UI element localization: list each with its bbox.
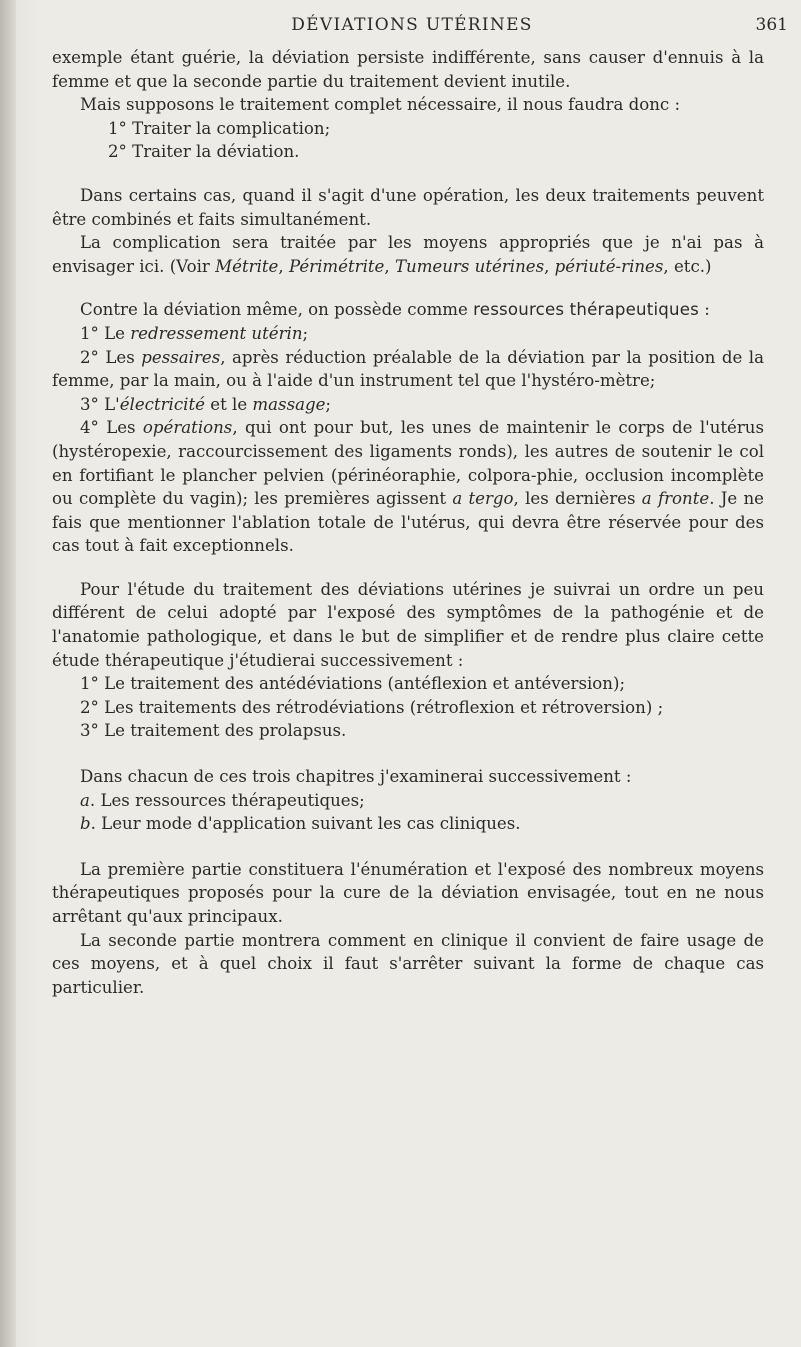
ref-perimetrite: Périmétrite (288, 256, 385, 276)
spacer (52, 278, 764, 298)
paragraph-5: Contre la déviation même, on possède comme ressources thérapeutiques : (80, 300, 710, 320)
resource-2: 2° Les pessaires, après réduction préalable de la déviation par la position de la femme, par la main, ou à l'aide d'un instrument tel que l'hystéro-mètre; (52, 347, 764, 391)
paragraph-4: La complication sera traitée par les moyens appropriés que je n'ai pas à envisager ici. (Voir Métrite, Périmétrite, Tumeurs utérines, périuté-rines, etc.) (52, 233, 764, 276)
ref-tumeurs: Tumeurs utérines (394, 256, 545, 276)
paragraph-7: Dans chacun de ces trois chapitres j'examinerai successivement : (80, 767, 632, 787)
running-title: DÉVIATIONS UTÉRINES (291, 15, 533, 35)
list-item-2: 2° Traiter la déviation. (108, 142, 300, 162)
bold-term: ressources thérapeutiques (473, 300, 699, 320)
ref-periuterines: périuté-rines (554, 256, 664, 276)
list-item-1: 1° Traiter la complication; (108, 118, 331, 138)
paragraph-8: La première partie constituera l'énumération et l'exposé des nombreux moyens thérapeutiques proposés pour la cure de la déviation envisagée, tout en ne nous arrêtant qu'aux principaux. (52, 859, 764, 926)
ref-metrite: Métrite (215, 256, 279, 276)
sub-item-b: b. Leur mode d'application suivant les cas cliniques. (80, 814, 521, 834)
order-item-2: 2° Les traitements des rétrodéviations (rétroflexion et rétroversion) ; (80, 697, 664, 717)
spacer (52, 164, 764, 184)
spacer (52, 836, 764, 858)
order-item-1: 1° Le traitement des antédéviations (antéflexion et antéversion); (80, 674, 626, 694)
paragraph-2: Mais supposons le traitement complet nécessaire, il nous faudra donc : (80, 95, 681, 115)
sub-item-a: a. Les ressources thérapeutiques; (80, 790, 365, 810)
body-text (52, 46, 764, 999)
spacer (52, 558, 764, 578)
paragraph-9: La seconde partie montrera comment en clinique il convient de faire usage de ces moyens, et à quel choix il faut s'arrêter suivant la forme de chaque cas particulier. (52, 930, 764, 997)
page-gutter-shadow (0, 0, 16, 1347)
paragraph-6: Pour l'étude du traitement des déviations utérines je suivrai un ordre un peu différent de celui adopté par l'exposé des symptômes de la pathogénie et de l'anatomie pathologique, et dans le but de simplifier et de rendre plus claire cette étude thérapeutique j'étudierai successivement : (52, 579, 764, 670)
resource-1: 1° Le redressement utérin; (80, 323, 309, 343)
resource-3: 3° L'électricité et le massage; (80, 394, 332, 414)
paragraph-1: exemple étant guérie, la déviation persiste indifférente, sans causer d'ennuis à la femme et que la seconde partie du traitement devient inutile. (52, 48, 764, 91)
page-number: 361 (755, 15, 788, 35)
spacer (52, 743, 764, 765)
paragraph-3: Dans certains cas, quand il s'agit d'une opération, les deux traitements peuvent être combinés et faits simultanément. (52, 185, 764, 229)
order-item-3: 3° Le traitement des prolapsus. (80, 721, 347, 741)
page-header (52, 14, 792, 38)
resource-4: 4° Les opérations, qui ont pour but, les unes de maintenir le corps de l'utérus (hystéropexie, raccourcissement des ligaments ronds), les autres de soutenir le col en fortifiant le plancher pelvien (périnéoraphie, colpora-phie, occlusion incomplète ou complète du vagin); les premières agissent a tergo, les dernières a fronte. Je ne fais que mentionner l'ablation totale de l'utérus, qui devra être réservée pour des cas tout à fait exceptionnels. (52, 418, 765, 556)
